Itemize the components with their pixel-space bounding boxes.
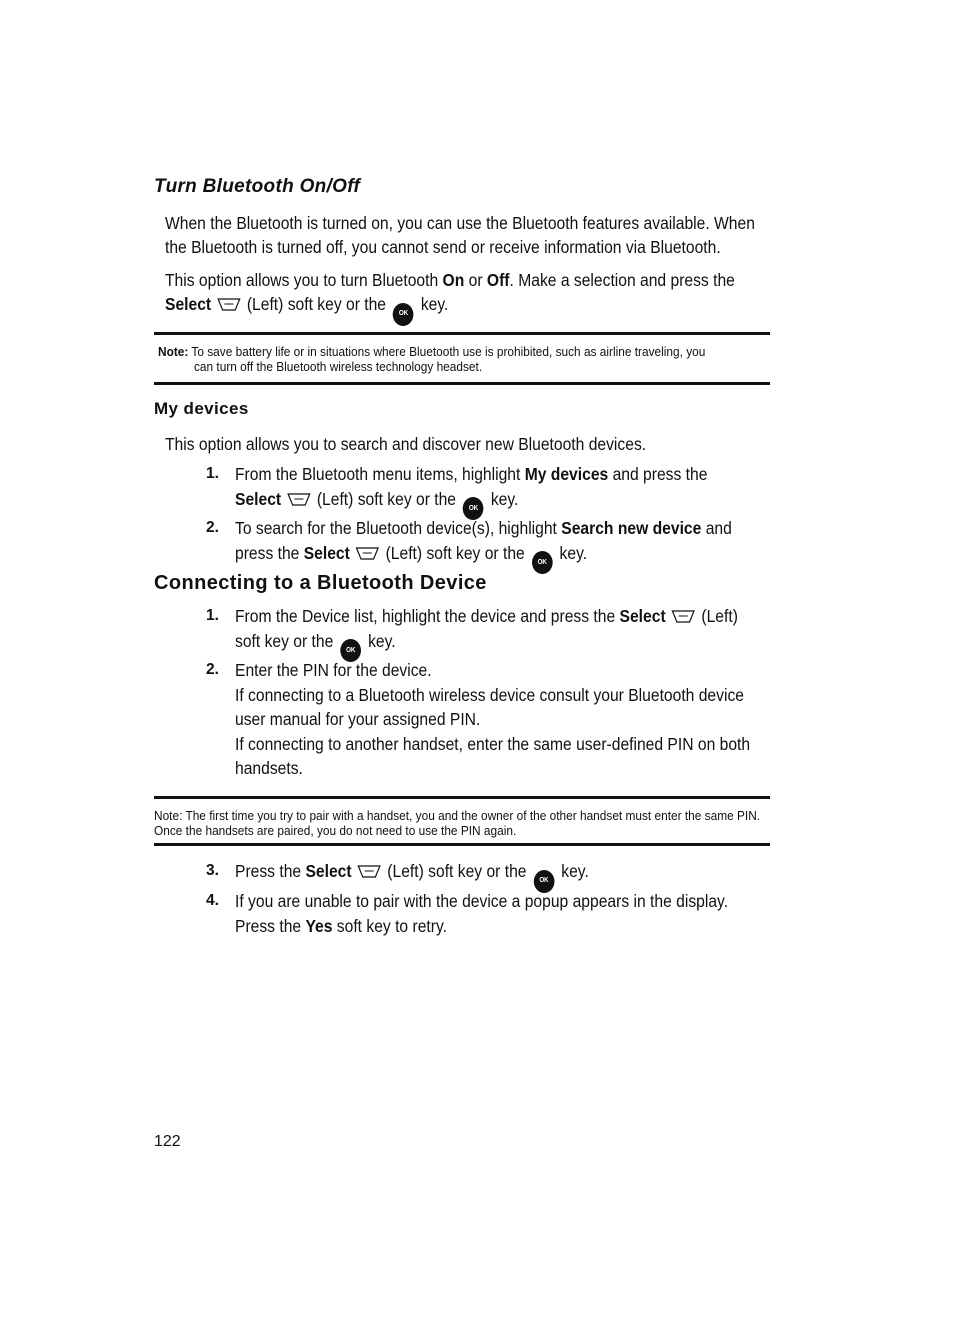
left-softkey-icon bbox=[287, 492, 310, 507]
ok-key-icon: OK bbox=[463, 497, 484, 520]
section-title-my-devices: My devices bbox=[154, 399, 249, 418]
left-softkey-icon bbox=[672, 609, 695, 624]
note-divider-top bbox=[154, 332, 770, 335]
section-title-turn-bluetooth: Turn Bluetooth On/Off bbox=[154, 176, 361, 197]
note-divider-top bbox=[154, 796, 770, 799]
my-devices-intro: This option allows you to search and discover new Bluetooth devices. bbox=[165, 434, 647, 454]
ok-key-icon: OK bbox=[532, 551, 553, 574]
section-title-connecting: Connecting to a Bluetooth Device bbox=[154, 572, 487, 594]
left-softkey-icon bbox=[217, 297, 240, 312]
ok-key-icon: OK bbox=[340, 639, 361, 662]
bluetooth-toggle-paragraph: This option allows you to turn Bluetooth On or Off. Make a selection and press the Select (Left) soft key or the OK key. bbox=[165, 268, 775, 326]
bluetooth-intro-paragraph: When the Bluetooth is turned on, you can use the Bluetooth features available. When the Bluetooth is turned off, you cannot send or receive information via Bluetooth. bbox=[165, 213, 755, 257]
note-battery: Note: To save battery life or in situations where Bluetooth use is prohibited, such as airline traveling, you can turn off the Bluetooth wireless technology headset. bbox=[158, 344, 706, 374]
note-divider-bottom bbox=[154, 843, 770, 846]
note-divider-bottom bbox=[154, 382, 770, 385]
left-softkey-icon bbox=[358, 864, 381, 879]
ok-key-icon: OK bbox=[393, 303, 414, 326]
note-pairing: Note: The first time you try to pair with a handset, you and the owner of the other handset must enter the same PIN. Once the handsets are paired, you do not need to use the PIN again. bbox=[154, 808, 761, 838]
left-softkey-icon bbox=[356, 546, 379, 561]
ok-key-icon: OK bbox=[534, 870, 555, 893]
page-number: 122 bbox=[154, 1133, 181, 1150]
